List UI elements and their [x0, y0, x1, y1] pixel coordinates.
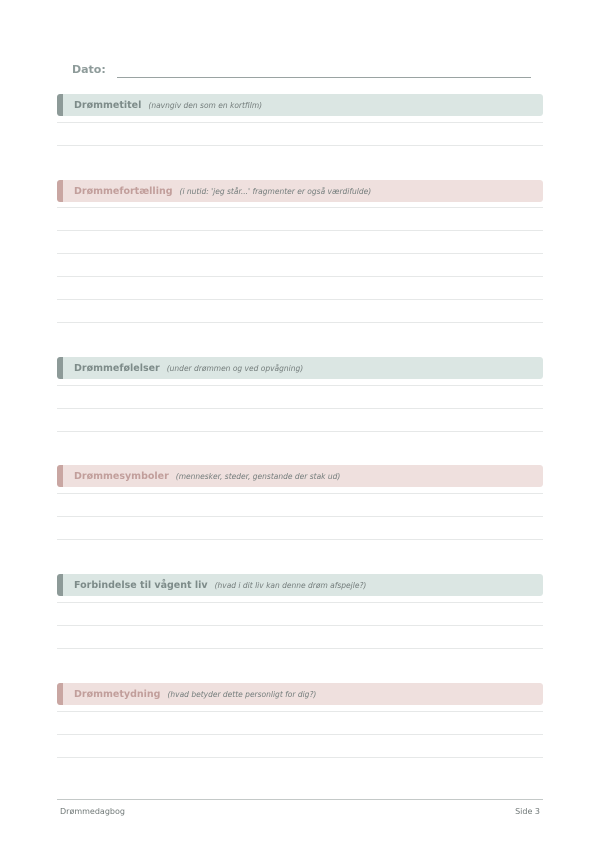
- section-hint: (navngiv den som en kortfilm): [148, 100, 263, 110]
- writing-line[interactable]: [57, 230, 543, 231]
- writing-line[interactable]: [57, 299, 543, 300]
- section-hint: (hvad i dit liv kan denne drøm afspejle?): [214, 580, 367, 590]
- section-title: Drømmefølelser: [74, 362, 160, 374]
- section-header-dream-narrative: [57, 180, 543, 202]
- section-hint: (hvad betyder dette personligt for dig?): [167, 689, 317, 699]
- footer-page-number: Side 3: [515, 807, 540, 816]
- section-hint: (under drømmen og ved opvågning): [166, 363, 304, 373]
- writing-line[interactable]: [57, 625, 543, 626]
- section-header-dream-symbols: [57, 465, 543, 487]
- writing-line[interactable]: [57, 431, 543, 432]
- section-hint: (mennesker, steder, genstande der stak ud): [175, 471, 341, 481]
- section-title: Forbindelse til vågent liv: [74, 579, 208, 591]
- section-title: Drømmetitel: [74, 99, 142, 111]
- writing-line[interactable]: [57, 408, 543, 409]
- writing-line[interactable]: [57, 602, 543, 603]
- writing-line[interactable]: [57, 711, 543, 712]
- section-header-waking-life: [57, 574, 543, 596]
- writing-line[interactable]: [57, 734, 543, 735]
- date-label: Dato:: [72, 63, 106, 76]
- section-title: Drømmetydning: [74, 688, 161, 700]
- writing-line[interactable]: [57, 385, 543, 386]
- writing-line[interactable]: [57, 207, 543, 208]
- section-title: Drømmesymboler: [74, 470, 169, 482]
- writing-line[interactable]: [57, 539, 543, 540]
- section-header-dream-feelings: [57, 357, 543, 379]
- section-header-dream-title: [57, 94, 543, 116]
- footer-journal-name: Drømmedagbog: [60, 807, 125, 816]
- writing-line[interactable]: [57, 516, 543, 517]
- writing-line[interactable]: [57, 322, 543, 323]
- writing-line[interactable]: [57, 757, 543, 758]
- writing-line[interactable]: [57, 648, 543, 649]
- writing-line[interactable]: [57, 145, 543, 146]
- footer-divider: [57, 799, 543, 800]
- section-hint: (i nutid: 'jeg står...' fragmenter er også værdifulde): [179, 186, 372, 196]
- writing-line[interactable]: [57, 276, 543, 277]
- section-header-dream-interpretation: [57, 683, 543, 705]
- writing-line[interactable]: [57, 253, 543, 254]
- section-title: Drømmefortælling: [74, 185, 173, 197]
- writing-line[interactable]: [57, 493, 543, 494]
- writing-line[interactable]: [57, 122, 543, 123]
- date-field-line[interactable]: [117, 77, 531, 78]
